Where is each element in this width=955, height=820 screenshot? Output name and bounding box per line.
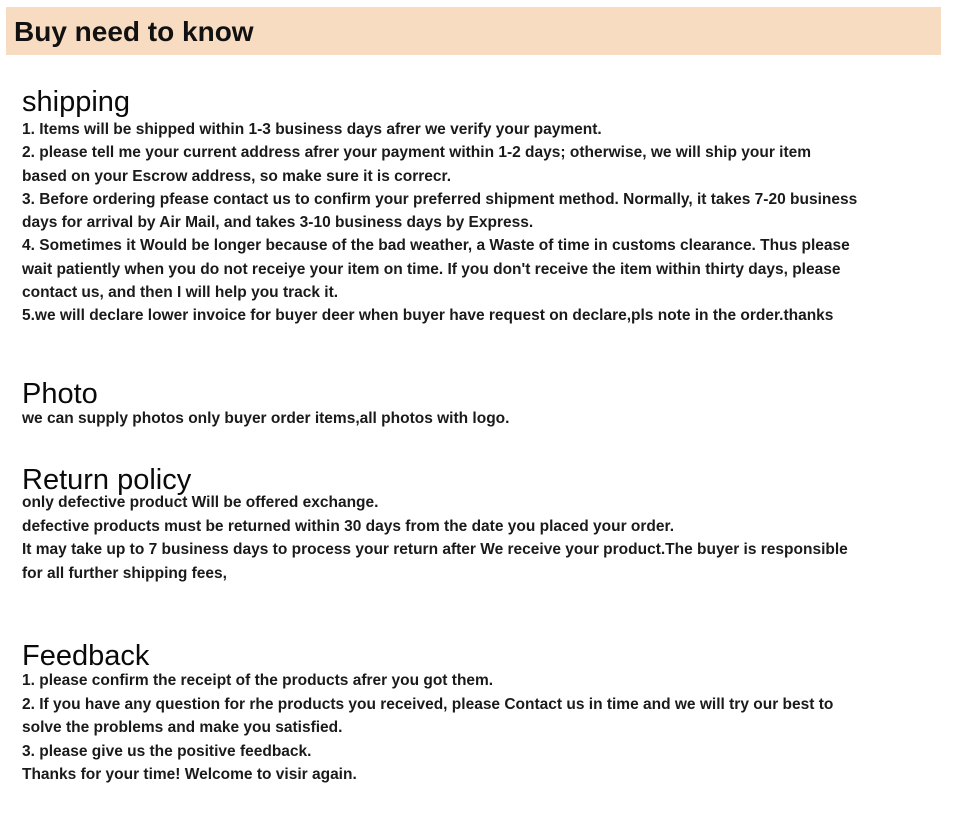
return-policy-line: only defective product Will be offered exchange.	[22, 494, 379, 511]
shipping-line: 3. Before ordering pfease contact us to confirm your preferred shipment method. Normally, it takes 7-20 business	[22, 190, 858, 208]
return-policy-line: defective products must be returned within 30 days from the date you placed your order.	[22, 517, 675, 535]
shipping-section	[22, 86, 947, 328]
banner-title: Buy need to know	[14, 16, 254, 47]
return-policy-line: for all further shipping fees,	[22, 564, 227, 582]
shipping-line: 1. Items will be shipped within 1-3 business days afrer we verify your payment.	[22, 121, 602, 138]
shipping-line: wait patiently when you do not receiye your item on time. If you don't receive the item within thirty days, please	[22, 260, 841, 278]
shipping-line: 2. please tell me your current address afrer your payment within 1-2 days; otherwise, we will ship your item	[22, 144, 812, 162]
shipping-line: 5.we will declare lower invoice for buyer deer when buyer have request on declare,pls note in the order.thanks	[22, 307, 834, 325]
feedback-line: 2. If you have any question for rhe products you received, please Contact us in time and we will try our best to	[22, 695, 834, 713]
return-policy-heading: Return policy	[22, 464, 192, 496]
feedback-line: 1. please confirm the receipt of the products afrer you got them.	[22, 672, 494, 689]
shipping-heading: shipping	[22, 86, 131, 118]
shipping-line: contact us, and then I will help you track it.	[22, 284, 339, 302]
feedback-line: Thanks for your time! Welcome to visir again.	[22, 766, 357, 783]
shipping-line: days for arrival by Air Mail, and takes 3-10 business days by Express.	[22, 214, 534, 232]
photo-heading: Photo	[22, 378, 98, 410]
photo-line: we can supply photos only buyer order items,all photos with logo.	[22, 410, 510, 427]
feedback-heading: Feedback	[22, 640, 150, 672]
return-policy-line: It may take up to 7 business days to process your return after We receive your product.The buyer is responsible	[22, 541, 848, 558]
return-policy-section	[22, 464, 947, 588]
header-banner	[6, 7, 941, 55]
photo-section	[22, 378, 947, 430]
feedback-section	[22, 640, 947, 790]
shipping-line: based on your Escrow address, so make sure it is correcr.	[22, 167, 452, 185]
feedback-line: solve the problems and make you satisfied.	[22, 719, 343, 736]
feedback-line: 3. please give us the positive feedback.	[22, 742, 312, 760]
shipping-line: 4. Sometimes it Would be longer because of the bad weather, a Waste of time in customs clearance. Thus please	[22, 237, 850, 255]
